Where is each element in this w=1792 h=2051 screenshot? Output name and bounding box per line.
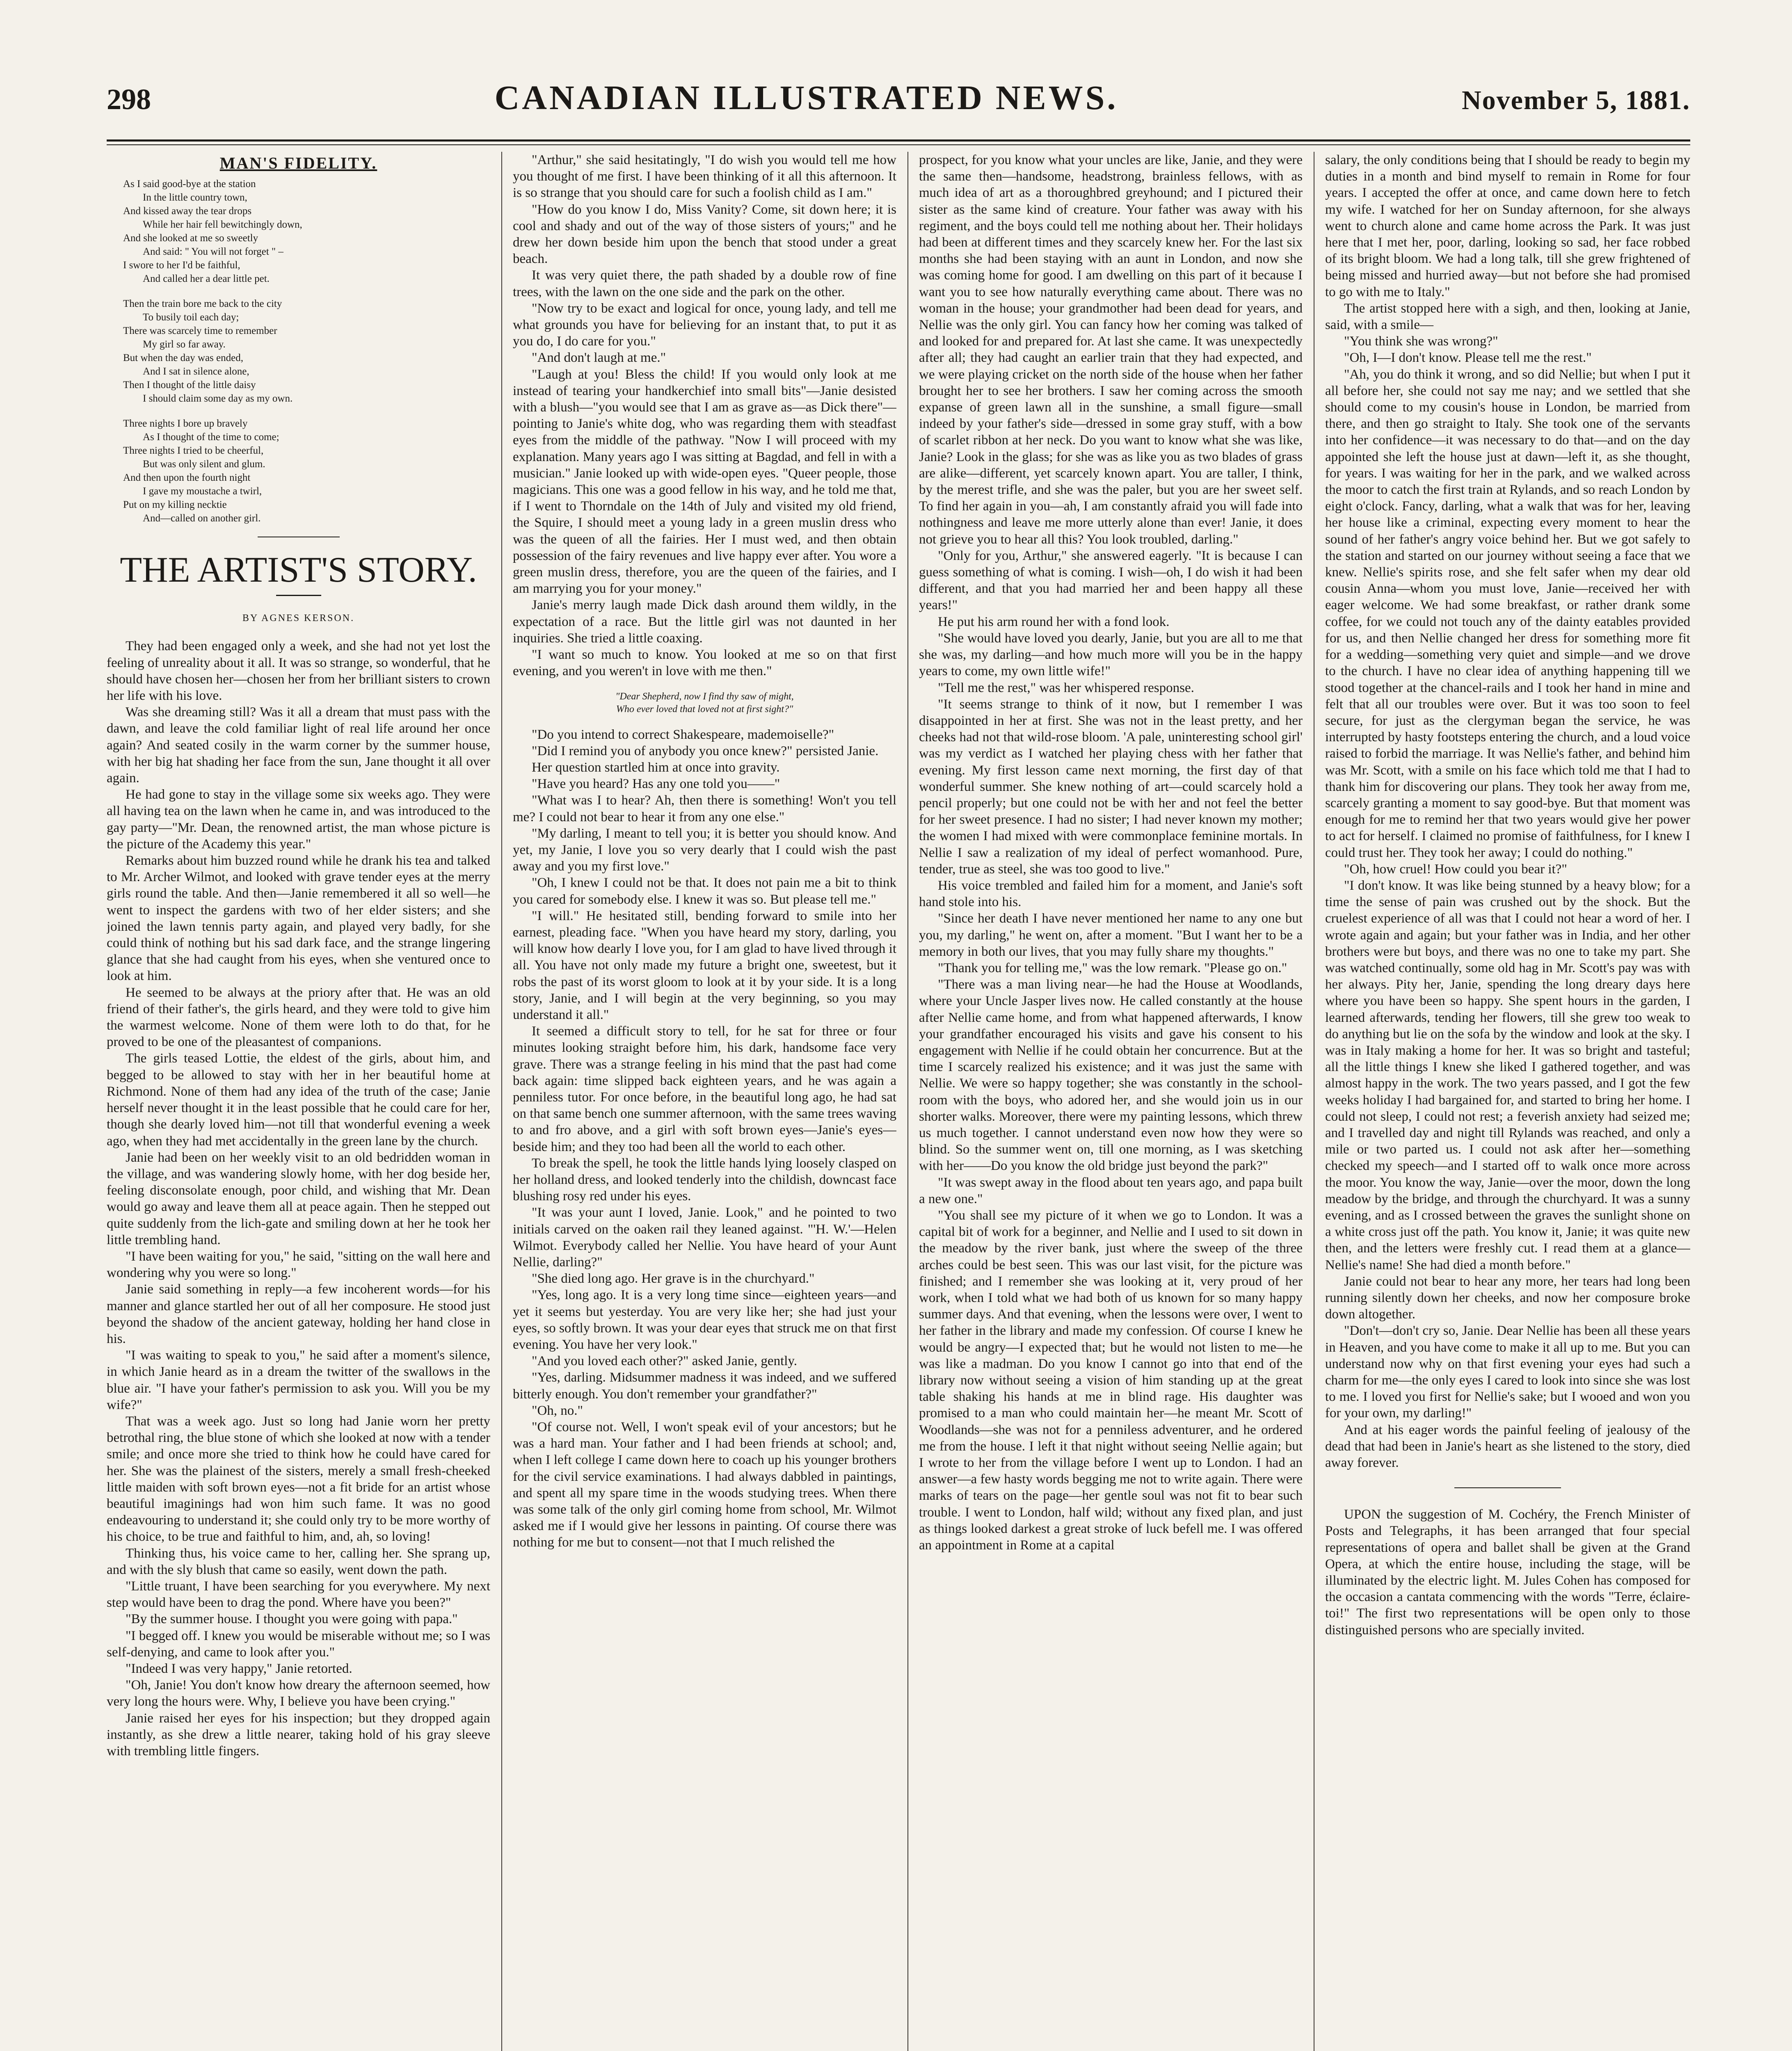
title-rule [276,595,321,596]
poem-line: Three nights I bore up bravely [123,418,248,429]
story-paragraph: He put his arm round her with a fond look. [938,614,1170,629]
poem-line: And called her a dear little pet. [143,273,270,285]
story-paragraph: And at his eager words the painful feeling of jealousy of the dead that had been in Janie's heart as she listened to the story, died away forever. [1325,1422,1690,1471]
story-paragraph: "It was your aunt I loved, Janie. Look," and he pointed to two initials carved on the oaken rail they leaned against. "'H. W.'—Helen Wilmot. Everybody called her Nellie. You have heard of your Aunt Nellie, darling?" [513,1205,896,1270]
story-paragraph: "By the summer house. I thought you were going with papa." [126,1612,458,1627]
poem-stanza [123,177,490,285]
page-number: 298 [107,83,151,116]
poem-line: But was only silent and glum. [143,459,265,470]
story-paragraph: "Only for you, Arthur," she answered eagerly. "It is because I can guess something of what is coming. I wish—oh, I do wish it had been different, and that you had married her and been happy all these years!" [919,548,1303,613]
story-paragraph: "What was I to hear? Ah, then there is something! Won't you tell me? I could not bear to hear it from any one else." [513,793,896,825]
story-paragraph: "Ah, you do think it wrong, and so did Nellie; but when I put it all before her, she could not say me nay; and we settled that she should come to my cousin's house in London, be married from there, and then go straight to Italy. She took one of the servants into her confidence—it was necessary to do that—and on the day appointed she left the house just at dawn—left it, as she thought, for years. I was waiting for her in the park, and we walked across the moor to catch the first train at Rylands, and so reach London by eight o'clock. Fancy, darling, what a walk that was for her, leaving her house like a criminal, expecting every moment to hear the sound of her father's angry voice behind her. But we got safely to the station and started on our journey without seeing a face that we knew. Nellie's spirits rose, and she felt safer when my dear old cousin Anna—whom you must love, Janie—received her with eager welcome. We had some breakfast, or rather drank some coffee, for we could not touch any of the dainty eatables provided for us, and then Nellie changed her dress for something more fit for a wedding—something very quiet and simple—and we drove to the church. I have no clear idea of anything happening till we stood together at the chancel-rails and I took her hand in mine and felt that all our troubles were over. But it was too soon to feel secure, for just as the clergyman began the service, he was interrupted by hasty footsteps entering the church, and a loud voice raised to forbid the marriage. It was Nellie's father, and behind him was Mr. Scott, with a smile on his face which told me that I had to thank him for discovering our plans. They took her away from me, scarcely granting a moment to say good-bye. But that moment was enough for me to remind her that two years would give her power to act for herself. I claimed no promise of faithfulness, for I knew I could trust her. They took her away; I could do nothing." [1325,367,1690,860]
story-paragraph: "Oh, how cruel! How could you bear it?" [1344,861,1567,877]
story-paragraph: He had gone to stay in the village some six weeks ago. They were all having tea on the lawn when he came in, and was introduced to the gay party—"Mr. Dean, the renowned artist, the man whose picture is the picture of the Academy this year." [107,787,490,852]
story-paragraph: Her question startled him at once into gravity. [532,760,780,775]
column-2 [513,152,896,2051]
story-paragraph: "Yes, darling. Midsummer madness it was indeed, and we suffered bitterly enough. You don't remember your grandfather?" [513,1370,896,1402]
story-paragraph: "Laugh at you! Bless the child! If you would only look at me instead of tearing your handkerchief into small bits"—Janie desisted with a blush—"you would see that I am as grave as—as Dick there"—pointing to Janie's white dog, who was regarding them with steadfast eyes from the middle of the pathway. "Now I will proceed with my explanation. Many years ago I was sitting at Bagdad, and fell in with a musician." Janie looked up with wide-open eyes. "Queer people, those magicians. This one was a good fellow in his way, and he told me that, if I went to Thorndale on the 14th of July and visited my old friend, the Squire, I should meet a young lady in a green muslin dress who was the queen of all the fairies. Her I must wed, and then obtain possession of the fairy revenues and live happy ever after. You wore a green muslin dress, therefore, you are the queen of the fairies, and I am marrying you for your money." [513,367,896,596]
column-2-body-top [513,152,896,680]
story-paragraph: "She would have loved you dearly, Janie, but you are all to me that she was, my darling—and how much more will you be in the happy years to come, my own little wife!" [919,630,1303,679]
story-paragraph: The girls teased Lottie, the eldest of the girls, about him, and begged to be allowed to stay with her in her beautiful home at Richmond. None of them had any idea of the truth of the case; Janie herself never thought it in the least possible that he could care for her, though she dearly loved him—not till that wonderful evening a week ago, when they had met accidentally in the green lane by the church. [107,1051,490,1149]
poem-line: And I sat in silence alone, [143,366,249,377]
story-paragraph: That was a week ago. Just so long had Janie worn her pretty betrothal ring, the blue stone of which she looked at now with a tender smile; and once more she tried to think how he could have cared for her. She was the plainest of the sisters, merely a small fresh-cheeked little maiden with soft brown eyes—not a fit bride for an artist whose beautiful imaginings had won him such fame. It was no good endeavouring to understand it; she could only try to be more worthy of his choice, to be true and faithful to him, and, ah, so loving! [107,1414,490,1544]
column-1-body [107,638,490,1759]
poem-line: And kissed away the tear drops [123,206,252,217]
story-paragraph: Janie had been on her weekly visit to an old bedridden woman in the village, and was wandering slowly home, with her dog beside her, feeling disconsolate enough, poor child, and wishing that Mr. Dean would go away and leave them all at peace again. Then he stepped out quite suddenly from the lich-gate and smiling down at her he took her little trembling hand. [107,1150,490,1247]
poem-line: While her hair fell bewitchingly down, [143,219,302,231]
poem-line: To busily toil each day; [143,312,239,323]
story-paragraph: "Thank you for telling me," was the low remark. "Please go on." [938,960,1287,975]
poem-title: MAN'S FIDELITY. [219,154,377,172]
story-paragraph: "Oh, Janie! You don't know how dreary the afternoon seemed, how very long the hours were. Why, I believe you have been crying." [107,1678,490,1709]
poem-line: I swore to her I'd be faithful, [123,260,240,271]
column-3-body [919,152,1303,1553]
shakespeare-quote [513,690,896,716]
story-paragraph: "Now try to be exact and logical for once, young lady, and tell me what grounds you have for believing for an instant that, to put it as you do, I do care for you." [513,301,896,349]
poem-stanza [123,417,490,525]
masthead [107,78,1690,135]
story-paragraph: "I have been waiting for you," he said, "sitting on the wall here and wondering why you were so long." [107,1249,490,1281]
story-paragraph: "I don't know. It was like being stunned by a heavy blow; for a time the sense of pain was crushed out by the shock. But the cruelest experience of all was that I could not hear a word of her. I wrote again and again; but your father was in India, and her other brothers were but boys, and there was no one to take my part. She was watched continually, some old hag in Mr. Scott's pay was with her always. Pity her, Janie, spending the long dreary days here where you have been so happy. She spent hours in the garden, I learned afterwards, tending her flowers, till she grew too weak to do anything but lie on the sofa by the window and look at the sky. I was in Italy making a home for her. It was so bright and tasteful; all the little things I knew she liked I gathered together, and was almost happy in the work. The two years passed, and I got the few weeks holiday I had bargained for, and started to bring her home. I could not sleep, I could not rest; a feverish anxiety had seized me; and I travelled day and night till Rylands was reached, and only a mile or two parted us. I could not ask after her—something checked my speech—and I started off to walk once more across the moor. You know the way, Janie—over the moor, down the long meadow by the bridge, and through the churchyard. It was a sunny evening, and as I crossed between the graves the sunlight shone on a white cross just off the path. You know it, Janie; it was quite new then, and the letters were freshly cut. I read them at a glance—Nellie's name! She had died a month before." [1325,878,1690,1272]
story-paragraph: It seemed a difficult story to tell, for he sat for three or four minutes looking straight before him, his dark, handsome face very grave. There was a strange feeling in his mind that the past had come back again: time slipped back eighteen years, and he was again a penniless tutor. For once before, in the beautiful long ago, he had sat on that same bench one summer afternoon, with the same trees waving to and fro above, and a girl with soft brown eyes—Janie's eyes—beside him; and they too had been all the world to each other. [513,1024,896,1154]
poem-line: And said: " You will not forget " – [143,246,283,258]
story-paragraph: Janie's merry laugh made Dick dash around them wildly, in the expectation of a race. But the little girl was not daunted in her inquiries. She tried a little coaxing. [513,598,896,646]
header-rule-thin [107,144,1690,145]
story-paragraph: "Arthur," she said hesitatingly, "I do wish you would tell me how you thought of me first. I have been thinking of it all this afternoon. It is so strange that you should care for such a foolish child as I am." [513,153,896,201]
poem-line: But when the day was ended, [123,352,243,364]
story-paragraph: "Did I remind you of anybody you once knew?" persisted Janie. [532,743,879,758]
story-paragraph: "Yes, long ago. It is a very long time since—eighteen years—and yet it seems but yesterday. You are very like her; she had just your eyes, so softly brown. It was your dear eyes that struck me on that first evening. You have her very look." [513,1288,896,1352]
story-paragraph: Thinking thus, his voice came to her, calling her. She sprang up, and with the sly blush that came so easily, went down the path. [107,1546,490,1577]
story-paragraph: "There was a man living near—he had the House at Woodlands, where your Uncle Jasper lives now. He called constantly at the house after Nellie came home, and from what happened afterwards, I know your grandfather encouraged his visits and gave his consent to his engagement with Nellie if he could obtain her concurrence. But at the time I scarcely realized his existence; and it was just the same with Nellie. We were so happy together; she was constantly in the school-room with the boys, who adored her, and she would join us in our shorter walks. Moreover, there were my painting lessons, which threw us much together. I cannot understand even now how they were so blind. So the summer went on, till one morning, as I was sketching with her——Do you know the old bridge just beyond the park?" [919,977,1303,1174]
column-4 [1325,152,1690,2051]
story-paragraph: "I want so much to know. You looked at me so on that first evening, and you weren't in love with me then." [513,647,896,679]
story-paragraph: "You think she was wrong?" [1344,334,1498,349]
story-paragraph: Janie raised her eyes for his inspection; but they dropped again instantly, as she drew a little nearer, taking hold of his gray sleeve with trembling little fingers. [107,1711,490,1759]
story-paragraph: "And don't laugh at me." [532,350,666,365]
poem-line: As I said good-bye at the station [123,178,256,190]
poem-line: Then I thought of the little daisy [123,379,256,391]
poem-stanza [123,297,490,405]
column-4-body [1325,152,1690,1471]
story-paragraph: "Oh, I knew I could not be that. It does not pain me a bit to think you cared for somebody else. I knew it was so. But please tell me." [513,875,896,907]
story-paragraph: The artist stopped here with a sigh, and then, looking at Janie, said, with a smile— [1325,301,1690,333]
story-paragraph: "Have you heard? Has any one told you——" [532,777,780,792]
poem-line: And—called on another girl. [143,513,261,524]
story-paragraph: "She died long ago. Her grave is in the churchyard." [532,1271,815,1286]
story-paragraph: "I will." He hesitated still, bending forward to smile into her earnest, pleading face. "When you have heard my story, darling, you will know how dearly I love you, for I am glad to have lived through it all. You have not only made my future a bright one, sweetest, but it robs the past of its worst gloom to look at it by your side. It is a long story, Janie, and I will begin at the very beginning, so you may understand it all." [513,908,896,1022]
story-paragraph: "My darling, I meant to tell you; it is better you should know. And yet, my Janie, I love you so very dearly that I could wish the past away and you my first love." [513,826,896,874]
story-paragraph: "Oh, I—I don't know. Please tell me the rest." [1344,350,1592,365]
column-1 [107,152,490,2051]
story-paragraph: salary, the only conditions being that I should be ready to begin my duties in a month and bind myself to remain in Rome for four years. I accepted the offer at once, and came down here to fetch my wife. I watched for her on Sunday afternoon, for she always went to church alone and came home across the Park. It was just here that I met her, poor, darling, looking so sad, her face robbed of its bright bloom. We had a long talk, till she grew frightened of being missed and hurried away—but not before she had promised to go with me to Italy." [1325,153,1690,299]
story-paragraph: "I begged off. I knew you would be miserable without me; so I was self-denying, and came to look after you." [107,1628,490,1660]
quote-line: "Dear Shepherd, now I find thy saw of might, [615,691,794,702]
poem-line: There was scarcely time to remember [123,325,277,337]
story-paragraph: "How do you know I do, Miss Vanity? Come, sit down here; it is cool and shady and out of the way of those sisters of yours;" and he drew her down beside him upon the bench that stood under a great beach. [513,202,896,267]
column-2-body-bottom [513,726,896,1551]
news-paragraph: UPON the suggestion of M. Cochéry, the French Minister of Posts and Telegraphs, it has been arranged that four special representations of opera and ballet shall be given at the Grand Opera, at which the entire house, including the stage, will be illuminated by the electric light. M. Jules Cohen has composed for the occasion a cantata commencing with the words "Terre, éclaire-toi!" The first two representations will be open only to those distinguished persons who are specially invited. [1325,1507,1690,1638]
poem [123,177,490,525]
poem-line: As I thought of the time to come; [143,432,279,443]
story-paragraph: Janie said something in reply—a few incoherent words—for his manner and glance startled her out of all her composure. He stood just beyond the shadow of the ancient gateway, holding her hand close in his. [107,1282,490,1346]
poem-line: And then upon the fourth night [123,472,251,484]
column-divider [907,152,908,2051]
quote-line: Who ever loved that loved not at first sight?" [616,703,793,715]
story-paragraph: "Tell me the rest," was her whispered response. [938,680,1194,695]
header-rule [107,139,1690,142]
story-paragraph: Remarks about him buzzed round while he drank his tea and talked to Mr. Archer Wilmot, and looked with grave tender eyes at the merry girls round the table. And then—Janie remembered it all so well—he went to inspect the gardens with two of her elder sisters; and she joined the lawn tennis party again, and played very badly, for she could think of nothing but his sad dark face, and the strange lingering glance that she had caught from his eyes, when she ventured once to look at him. [107,853,490,984]
story-paragraph: "Do you intend to correct Shakespeare, mademoiselle?" [532,727,834,742]
story-paragraph: His voice trembled and failed him for a moment, and Janie's soft hand stole into his. [919,878,1303,910]
story-paragraph: "Of course not. Well, I won't speak evil of your ancestors; but he was a hard man. Your father and I had been friends at school; and, when I left college I came down here to coach up his younger brothers for the civil service examinations. I had always dabbled in paintings, and spent all my spare time in the woods studying trees. When there was some talk of the only girl coming home from school, Mr. Wilmot asked me if I would give her lessons in painting. Of course there was nothing for me but to consent—not that I much relished the [513,1420,896,1550]
story-paragraph: Janie could not bear to hear any more, her tears had long been running silently down her cheeks, and now her composure broke down altogether. [1325,1274,1690,1322]
article-divider [1454,1487,1561,1488]
poem-line: Three nights I tried to be cheerful, [123,445,264,457]
story-paragraph: "It was swept away in the flood about ten years ago, and papa built a new one." [919,1175,1303,1206]
story-title: THE ARTIST'S STORY. [120,550,477,590]
issue-date: November 5, 1881. [1461,85,1690,115]
story-paragraph: He seemed to be always at the priory after that. He was an old friend of their father's, the girls heard, and they were told to give him the warmest welcome. None of them were loth to do that, for he proved to be one of the pleasantest of companions. [107,985,490,1050]
story-paragraph: "And you loved each other?" asked Janie, gently. [532,1354,798,1369]
story-paragraph: To break the spell, he took the little hands lying loosely clasped on her holland dress, and looked tenderly into the childish, downcast face blushing rosy red under his eyes. [513,1156,896,1204]
story-paragraph: "You shall see my picture of it when we go to London. It was a capital bit of work for a beginner, and Nellie and I used to sit down in the meadow by the river bank, just where the sweep of the three arches could be best seen. This was our last visit, for the picture was finished; and I remember she was looking at it, very proud of her work, when I told what we had both of us known for so many happy summer days. And that evening, when the lessons were over, I went to her father in the library and made my confession. Of course I knew he would be angry—I expected that; but he would not listen to me—he was like a madman. Do you know I cannot go into that end of the library now without seeing a vision of him standing up at the great table shaking his hands at me in blind rage. His daughter was promised to a man who could maintain her—he meant Mr. Scott of Woodlands—she was not for a penniless adventurer, and he ordered me from the house. I left it that night without seeing Nellie again; but I wrote to her from the village before I went up to London. I had an answer—a few hasty words begging me not to write again. There were marks of tears on the page—her gentle soul was not fit to bear such trouble. I went to London, half wild; without any fixed plan, and just as things looked darkest a great stroke of luck befell me. I was offered an appointment in Rome at a capital [919,1208,1303,1553]
story-paragraph: Was she dreaming still? Was it all a dream that must pass with the dawn, and leave the cold familiar light of real life around her once again? And seated cosily in the warm corner by the summer house, with her big hat shading her face from the sun, Jane thought it all over again. [107,705,490,786]
story-paragraph: "It seems strange to think of it now, but I remember I was disappointed in her at first. She was not in the least pretty, and her cheeks had not that wild-rose bloom. 'A pale, uninteresting school girl' was my verdict as I watched her playing chess with her father that evening. My first lesson came next morning, the first day of that wonderful summer. She knew nothing of art—could scarcely hold a pencil properly; but one could not be with her and not feel the better for her sweet presence. I had no sister; I had never known my mother; the women I had mixed with were commonplace feminine mortals. In Nellie I saw a realization of my ideal of perfect womanhood. Pure, tender, true as steel, she was too good to live." [919,697,1303,877]
newspaper-title: CANADIAN ILLUSTRATED NEWS. [494,79,1118,117]
poem-line: And she looked at me so sweetly [123,233,258,244]
poem-line: In the little country town, [143,192,247,203]
poem-line: I should claim some day as my own. [143,393,293,404]
poem-line: I gave my moustache a twirl, [143,486,262,497]
story-paragraph: prospect, for you know what your uncles are like, Janie, and they were the same then—handsome, headstrong, brainless fellows, with as much idea of art as a thoroughbred greyhound; and I pictured their sister as the same kind of creature. Your father was away with his regiment, and the boys could tell me nothing about her. Their holidays had been at different times and they scarcely knew her. For the last six months she had been staying with an aunt in London, and now she was coming home for good. I am dwelling on this part of it because I want you to see how naturally everything came about. There was no woman in the house; your grandmother had been dead for years, and Nellie was the only girl. You can fancy how her coming was talked of and looked for and prepared for. At last she came. It was unexpectedly after all; they had caught an earlier train that they had expected, and we were playing cricket on the north side of the house when her father brought her to see her brothers. I saw her coming across the smooth expanse of green lawn all in the sunshine, a small figure—small indeed by your father's side—dressed in some gray stuff, with a bow of scarlet ribbon at her neck. Do you want to know what she was like, Janie? Look in the glass; for she was as like you as two blades of grass are alike—different, yet scarcely known apart. You are taller, I think, by the merest trifle, and she was the paler, but you are her sweet self. To find her again in you—ah, I am constantly afraid you will fade into nothingness and leave me more utterly alone than ever! Janie, it does not grieve you to hear all this? You look troubled, darling." [919,153,1303,547]
columns [107,152,1690,2051]
story-paragraph: "I was waiting to speak to you," he said after a moment's silence, in which Janie heard as in a dream the twitter of the swallows in the blue air. "I have your father's permission to ask you. Will you be my wife?" [107,1348,490,1412]
poem-line: Put on my killing necktie [123,499,227,511]
poem-line: My girl so far away. [143,339,226,350]
story-paragraph: It was very quiet there, the path shaded by a double row of fine trees, with the lawn on the one side and the park on the other. [513,268,896,299]
column-divider [501,152,502,2051]
opera-news-item [1325,1506,1690,1638]
poem-line: Then the train bore me back to the city [123,298,282,310]
story-paragraph: "Oh, no." [532,1403,583,1418]
story-paragraph: "Indeed I was very happy," Janie retorted. [126,1661,352,1676]
story-paragraph: "Little truant, I have been searching for you everywhere. My next step would have been to drag the pond. Where have you been?" [107,1578,490,1610]
story-paragraph: "Since her death I have never mentioned her name to any one but you, my darling," he went on, after a moment. "But I want her to be a memory in both our lives, that you may fully share my thoughts." [919,911,1303,959]
byline: BY AGNES KERSON. [242,613,355,624]
story-paragraph: They had been engaged only a week, and she had not yet lost the feeling of unreality about it all. It was so strange, so wonderful, that he should have chosen her—chosen her from her brilliant sisters to crown her life with his love. [107,639,490,703]
column-3 [919,152,1303,2051]
story-paragraph: "Don't—don't cry so, Janie. Dear Nellie has been all these years in Heaven, and you have come to make it all up to me. But you can understand now why on that first evening your eyes had such a charm for me—the only eyes I cared to look into since she was lost to me. I loved you first for Nellie's sake; but I wooed and won you for your own, my darling!" [1325,1323,1690,1421]
